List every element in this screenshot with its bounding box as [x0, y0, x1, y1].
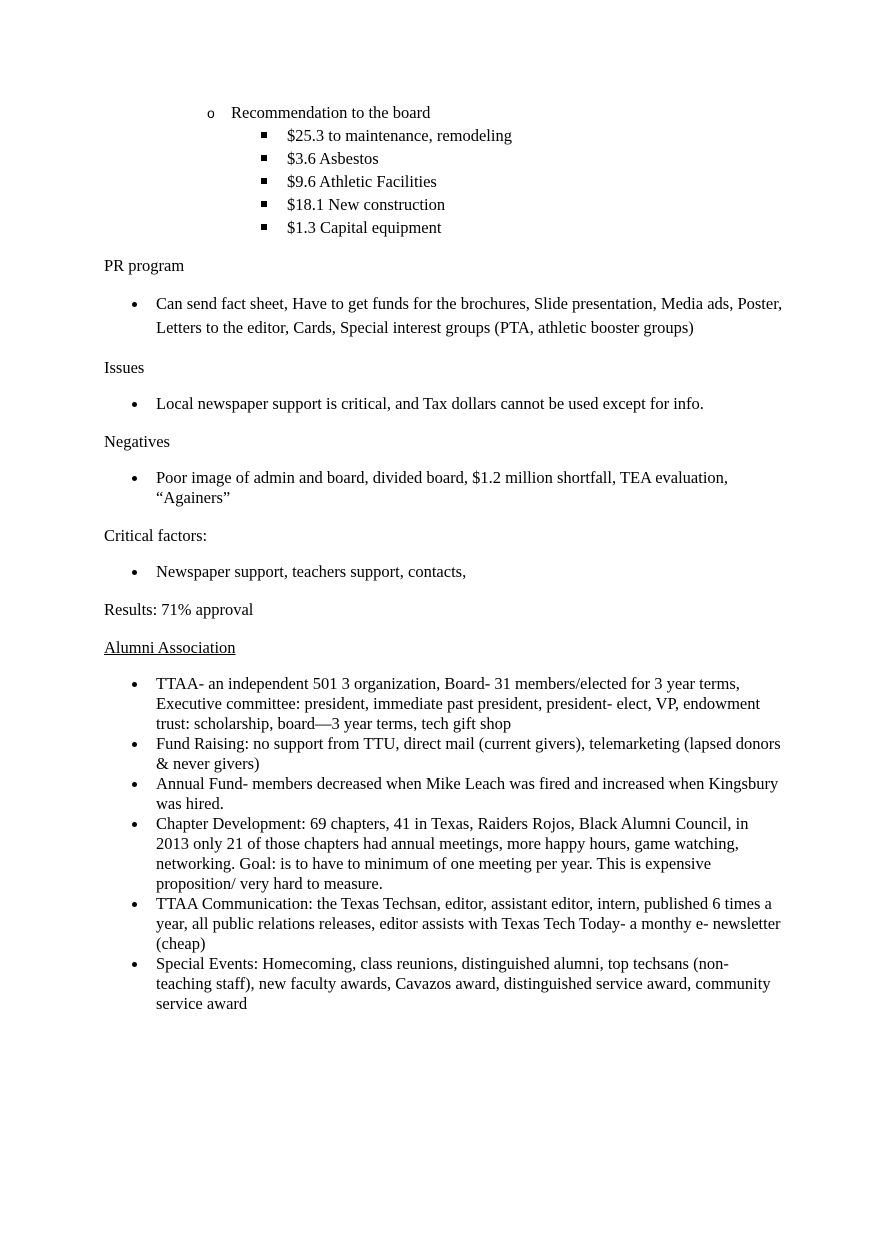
recommendation-subitem: $9.6 Athletic Facilities [259, 172, 784, 192]
critical-factors-heading: Critical factors: [104, 526, 208, 545]
results-text: Results: 71% approval [104, 600, 254, 619]
list-item: Special Events: Homecoming, class reunions, distinguished alumni, top techsans (non-teaching staff), new faculty awards, Cavazos award, distinguished service award, community service award [128, 954, 784, 1014]
recommendation-list [207, 103, 784, 238]
recommendation-sublist [259, 126, 784, 238]
recommendation-subitem: $3.6 Asbestos [259, 149, 784, 169]
document-page [104, 103, 784, 1014]
recommendation-subitem: $1.3 Capital equipment [259, 218, 784, 238]
list-item: Fund Raising: no support from TTU, direct mail (current givers), telemarketing (lapsed donors & never givers) [128, 734, 784, 774]
critical-factors-list [128, 562, 784, 582]
pr-program-heading: PR program [104, 256, 185, 275]
list-item: Local newspaper support is critical, and Tax dollars cannot be used except for info. [128, 394, 784, 414]
list-item: TTAA- an independent 501 3 organization, Board- 31 members/elected for 3 year terms, Executive committee: president, immediate past president, president- elect, VP, endowment trust: scholarship, board—3 year terms, tech gift shop [128, 674, 784, 734]
issues-list [128, 394, 784, 414]
recommendation-title: Recommendation to the board [231, 103, 431, 122]
negatives-list [128, 468, 784, 508]
negatives-heading: Negatives [104, 432, 170, 451]
list-item: Can send fact sheet, Have to get funds for the brochures, Slide presentation, Media ads, Poster, Letters to the editor, Cards, Special interest groups (PTA, athletic booster groups) [128, 292, 784, 340]
list-item: TTAA Communication: the Texas Techsan, editor, assistant editor, intern, published 6 times a year, all public relations releases, editor assists with Texas Tech Today- a monthy e- newsletter (cheap) [128, 894, 784, 954]
issues-heading: Issues [104, 358, 145, 377]
list-item: Chapter Development: 69 chapters, 41 in Texas, Raiders Rojos, Black Alumni Council, in 2013 only 21 of those chapters had annual meetings, more happy hours, game watching, networking. Goal: is to have to minimum of one meeting per year. This is expensive proposition/ very hard to measure. [128, 814, 784, 894]
recommendation-subitem: $25.3 to maintenance, remodeling [259, 126, 784, 146]
recommendation-subitem: $18.1 New construction [259, 195, 784, 215]
list-item: Poor image of admin and board, divided board, $1.2 million shortfall, TEA evaluation, “Againers” [128, 468, 784, 508]
alumni-list [128, 674, 784, 1014]
pr-program-list [128, 292, 784, 340]
list-item: Newspaper support, teachers support, contacts, [128, 562, 784, 582]
alumni-association-heading: Alumni Association [104, 638, 236, 657]
recommendation-item [207, 103, 784, 238]
list-item: Annual Fund- members decreased when Mike Leach was fired and increased when Kingsbury was hired. [128, 774, 784, 814]
